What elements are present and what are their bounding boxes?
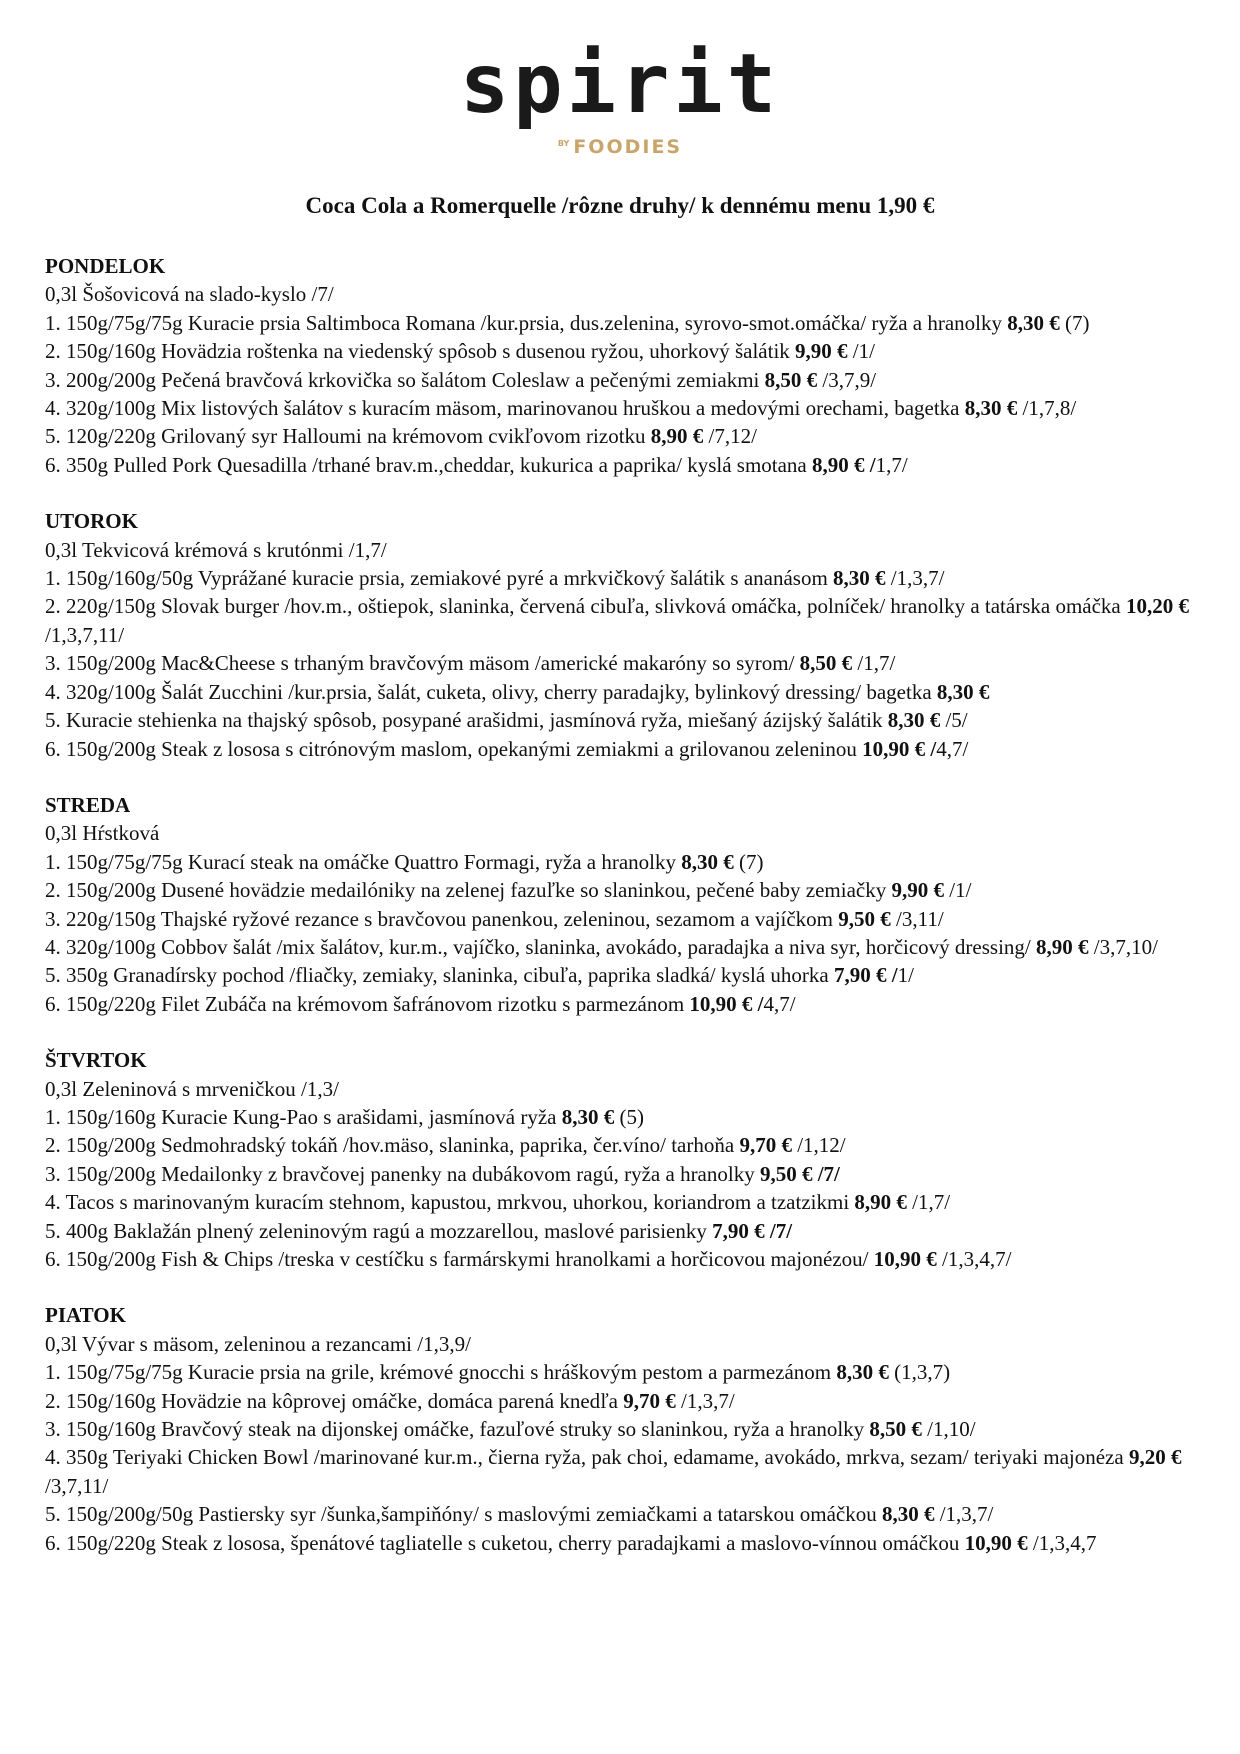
item-description: 6. 150g/200g Steak z lososa s citrónovým maslom, opekanými zemiakmi a grilovanou zeleninou xyxy=(45,736,863,761)
item-description: 4. 320g/100g Cobbov šalát /mix šalátov, kur.m., vajíčko, slaninka, avokádo, paradajka a niva syr, horčicový dressing/ xyxy=(45,934,1037,959)
soup-item xyxy=(45,280,1195,308)
item-allergens: /5/ xyxy=(940,708,968,733)
item-description: 0,3l Vývar s mäsom, zeleninou a rezancami /1,3,9/ xyxy=(45,1331,471,1356)
item-description: 2. 150g/200g Sedmohradský tokáň /hov.mäso, slaninka, paprika, čer.víno/ tarhoňa xyxy=(45,1133,740,1158)
item-price: 10,90 € xyxy=(873,1247,937,1271)
menu-item xyxy=(45,876,1195,904)
item-allergens: 4,7/ xyxy=(936,736,969,761)
item-description: 1. 150g/75g/75g Kuracie prsia na grile, krémové gnocchi s hráškovým pestom a parmezánom xyxy=(45,1360,837,1385)
item-description: 5. 350g Granadírsky pochod /fliačky, zemiaky, slaninka, cibuľa, paprika sladká/ kyslá uhorka xyxy=(45,963,834,988)
menu-item xyxy=(45,1103,1195,1131)
item-description: 5. Kuracie stehienka na thajský spôsob, posypané arašidmi, jasmínová ryža, miešaný ázijský šalátik xyxy=(45,708,888,733)
item-allergens: /1,7/ xyxy=(852,651,896,676)
item-allergens: /1,3,4,7 xyxy=(1027,1530,1097,1555)
menu-item xyxy=(45,1160,1195,1188)
menu-item xyxy=(45,678,1195,706)
item-description: 0,3l Tekvicová krémová s krutónmi /1,7/ xyxy=(45,537,387,562)
menu-item xyxy=(45,649,1195,677)
item-price: 9,70 € xyxy=(623,1388,676,1413)
item-allergens: 1/ xyxy=(897,963,914,988)
item-price: 8,30 € xyxy=(681,849,734,874)
item-allergens: /1/ xyxy=(944,878,972,903)
item-description: 5. 400g Baklažán plnený zeleninovým ragú a mozzarellou, maslové parisienky xyxy=(45,1218,713,1243)
logo xyxy=(0,37,1240,158)
soup-item xyxy=(45,1330,1195,1358)
item-allergens: /1,7/ xyxy=(906,1190,951,1215)
day-heading: ŠTVRTOK xyxy=(45,1048,147,1073)
item-description: 2. 220g/150g Slovak burger /hov.m., oštiepok, slaninka, červená cibuľa, slivková omáčka, polníček/ hranolky a tatárska omáčka xyxy=(45,594,1126,619)
logo-foodies: FOODIES xyxy=(573,136,683,158)
item-price: 8,50 € xyxy=(799,651,853,676)
soup-item xyxy=(45,1075,1195,1103)
day-heading: UTOROK xyxy=(45,509,138,534)
item-price: 10,90 € / xyxy=(862,736,937,761)
menu-item xyxy=(45,706,1195,734)
menu-item xyxy=(45,394,1195,422)
day-heading: STREDA xyxy=(45,792,131,817)
item-allergens: /1,3,7/ xyxy=(675,1388,735,1413)
item-price: 8,30 € xyxy=(833,566,886,591)
item-allergens: (5) xyxy=(614,1104,644,1129)
item-description: 2. 150g/200g Dusené hovädzie medailóniky na zelenej fazuľke so slaninkou, pečené baby zemiačky xyxy=(45,878,892,903)
menu-item xyxy=(45,309,1195,337)
item-price: 8,30 € xyxy=(561,1104,615,1129)
item-allergens: (1,3,7) xyxy=(888,1360,951,1385)
drinks-header: Coca Cola a Romerquelle /rôzne druhy/ k dennému menu 1,90 € xyxy=(305,193,935,218)
day-section xyxy=(45,252,1195,479)
item-description: 6. 150g/220g Steak z lososa, špenátové tagliatelle s cuketou, cherry paradajkami a maslovo-vínnou omáčkou xyxy=(45,1530,965,1555)
menu-item xyxy=(45,451,1195,479)
item-description: 5. 150g/200g/50g Pastiersky syr /šunka,šampiňóny/ s maslovými zemiačkami a tatarskou omáčkou xyxy=(45,1502,882,1527)
logo-by: BY xyxy=(557,138,570,148)
menu-item xyxy=(45,1245,1195,1273)
item-allergens: 4,7/ xyxy=(763,991,796,1016)
menu-item xyxy=(45,1500,1195,1528)
item-allergens: /1,3,7,11/ xyxy=(45,622,125,647)
item-description: 6. 150g/220g Filet Zubáča na krémovom šafránovom rizotku s parmezánom xyxy=(45,991,690,1016)
menu-item xyxy=(45,592,1195,649)
item-description: 6. 350g Pulled Pork Quesadilla /trhané brav.m.,cheddar, kukurica a paprika/ kyslá smotana xyxy=(45,452,813,477)
item-price: 8,30 € xyxy=(936,679,990,704)
day-section xyxy=(45,507,1195,763)
item-allergens: /3,7,11/ xyxy=(45,1473,109,1498)
item-allergens: (7) xyxy=(1059,310,1090,335)
day-heading: PONDELOK xyxy=(45,254,166,278)
menu-item xyxy=(45,1188,1195,1216)
item-price: 8,30 € xyxy=(887,708,941,733)
item-description: 3. 150g/200g Mac&Cheese s trhaným bravčovým mäsom /americké makaróny so syrom/ xyxy=(45,651,800,676)
item-price: 7,90 € / xyxy=(834,963,898,988)
menu-item xyxy=(45,1387,1195,1415)
item-price: 8,90 € / xyxy=(812,452,876,477)
item-price: 9,50 € /7/ xyxy=(759,1161,840,1186)
item-allergens: /3,11/ xyxy=(890,906,944,931)
item-description: 3. 200g/200g Pečená bravčová krkovička so šalátom Coleslaw a pečenými zemiakmi xyxy=(45,367,765,392)
weekly-menu xyxy=(45,252,1195,1585)
menu-item xyxy=(45,337,1195,365)
menu-item xyxy=(45,848,1195,876)
item-price: 9,20 € xyxy=(1128,1445,1182,1470)
item-allergens: /1,3,7/ xyxy=(885,566,945,591)
menu-item xyxy=(45,422,1195,450)
item-price: 8,90 € xyxy=(650,424,704,449)
item-description: 4. 320g/100g Mix listových šalátov s kuracím mäsom, marinovanou hruškou a medovými orechami, bagetka xyxy=(45,396,965,421)
menu-item xyxy=(45,905,1195,933)
menu-item xyxy=(45,1529,1195,1557)
item-price: 7,90 € /7/ xyxy=(712,1218,793,1243)
menu-item xyxy=(45,961,1195,989)
soup-item xyxy=(45,819,1195,847)
menu-item xyxy=(45,990,1195,1018)
item-description: 4. Tacos s marinovaným kuracím stehnom, kapustou, mrkvou, uhorkou, koriandrom a tzatzikmi xyxy=(45,1190,855,1215)
item-price: 10,90 € / xyxy=(689,991,764,1016)
menu-item xyxy=(45,1443,1195,1500)
logo-wordmark: spirit xyxy=(459,37,781,132)
item-allergens: /1,3,7/ xyxy=(934,1502,994,1527)
item-allergens: /1,12/ xyxy=(791,1133,846,1158)
item-allergens: /1/ xyxy=(847,339,875,364)
menu-item xyxy=(45,366,1195,394)
item-price: 8,30 € xyxy=(881,1502,935,1527)
day-section xyxy=(45,791,1195,1018)
menu-item xyxy=(45,1131,1195,1159)
item-price: 8,30 € xyxy=(1007,310,1060,335)
item-price: 9,50 € xyxy=(838,906,891,931)
item-description: 1. 150g/75g/75g Kuracie prsia Saltimboca Romana /kur.prsia, dus.zelenina, syrovo-smot.omáčka/ ryža a hranolky xyxy=(45,310,1008,335)
item-description: 6. 150g/200g Fish & Chips /treska v cestíčku s farmárskymi hranolkami a horčicovou majonézou/ xyxy=(45,1247,874,1271)
item-price: 9,90 € xyxy=(795,339,848,364)
menu-item xyxy=(45,1358,1195,1386)
item-price: 10,20 € xyxy=(1126,594,1189,619)
item-allergens: /3,7,9/ xyxy=(817,367,877,392)
item-description: 1. 150g/160g Kuracie Kung-Pao s arašidami, jasmínová ryža xyxy=(45,1104,562,1129)
item-description: 3. 220g/150g Thajské ryžové rezance s bravčovou panenkou, zeleninou, sezamom a vajíčkom xyxy=(45,906,839,931)
item-allergens: /7,12/ xyxy=(703,424,757,449)
item-price: 9,70 € xyxy=(739,1133,792,1158)
menu-item xyxy=(45,933,1195,961)
item-price: 10,90 € xyxy=(964,1530,1028,1555)
item-price: 9,90 € xyxy=(891,878,944,903)
item-allergens: /1,7,8/ xyxy=(1017,396,1077,421)
item-allergens: 1,7/ xyxy=(875,452,908,477)
item-description: 3. 150g/200g Medailonky z bravčovej panenky na dubákovom ragú, ryža a hranolky xyxy=(45,1161,760,1186)
item-description: 2. 150g/160g Hovädzia roštenka na viedenský spôsob s dusenou ryžou, uhorkový šalátik xyxy=(45,339,796,364)
item-price: 8,50 € xyxy=(869,1417,922,1442)
item-description: 1. 150g/160g/50g Vyprážané kuracie prsia, zemiakové pyré a mrkvičkový šalátik s ananásom xyxy=(45,566,834,591)
item-description: 3. 150g/160g Bravčový steak na dijonskej omáčke, fazuľové struky so slaninkou, ryža a hranolky xyxy=(45,1417,870,1442)
item-description: 4. 320g/100g Šalát Zucchini /kur.prsia, šalát, cuketa, olivy, cherry paradajky, bylinkový dressing/ bagetka xyxy=(45,679,937,704)
menu-item xyxy=(45,1217,1195,1245)
item-price: 8,90 € xyxy=(1036,934,1089,959)
item-price: 8,50 € xyxy=(764,367,818,392)
item-allergens: (7) xyxy=(733,849,764,874)
item-description: 0,3l Šošovicová na slado-kyslo /7/ xyxy=(45,282,334,307)
day-section xyxy=(45,1301,1195,1557)
item-price: 8,30 € xyxy=(964,396,1018,421)
logo-subtitle xyxy=(0,136,1240,158)
soup-item xyxy=(45,536,1195,564)
menu-item xyxy=(45,735,1195,763)
item-allergens: /1,3,4,7/ xyxy=(936,1247,1012,1271)
item-description: 4. 350g Teriyaki Chicken Bowl /marinované kur.m., čierna ryža, pak choi, edamame, avokádo, mrkva, sezam/ teriyaki majonéza xyxy=(45,1445,1129,1470)
item-description: 0,3l Zeleninová s mrveničkou /1,3/ xyxy=(45,1076,339,1101)
item-description: 0,3l Hŕstková xyxy=(45,821,160,846)
item-price: 8,30 € xyxy=(836,1360,889,1385)
item-description: 5. 120g/220g Grilovaný syr Halloumi na krémovom cvikľovom rizotku xyxy=(45,424,651,449)
item-description: 2. 150g/160g Hovädzie na kôprovej omáčke, domáca parená knedľa xyxy=(45,1388,624,1413)
item-allergens: /3,7,10/ xyxy=(1088,934,1158,959)
item-allergens: /1,10/ xyxy=(921,1417,976,1442)
day-heading: PIATOK xyxy=(45,1303,126,1328)
menu-item xyxy=(45,564,1195,592)
item-description: 1. 150g/75g/75g Kurací steak na omáčke Quattro Formagi, ryža a hranolky xyxy=(45,849,682,874)
menu-item xyxy=(45,1415,1195,1443)
day-section xyxy=(45,1046,1195,1273)
item-price: 8,90 € xyxy=(854,1190,907,1215)
